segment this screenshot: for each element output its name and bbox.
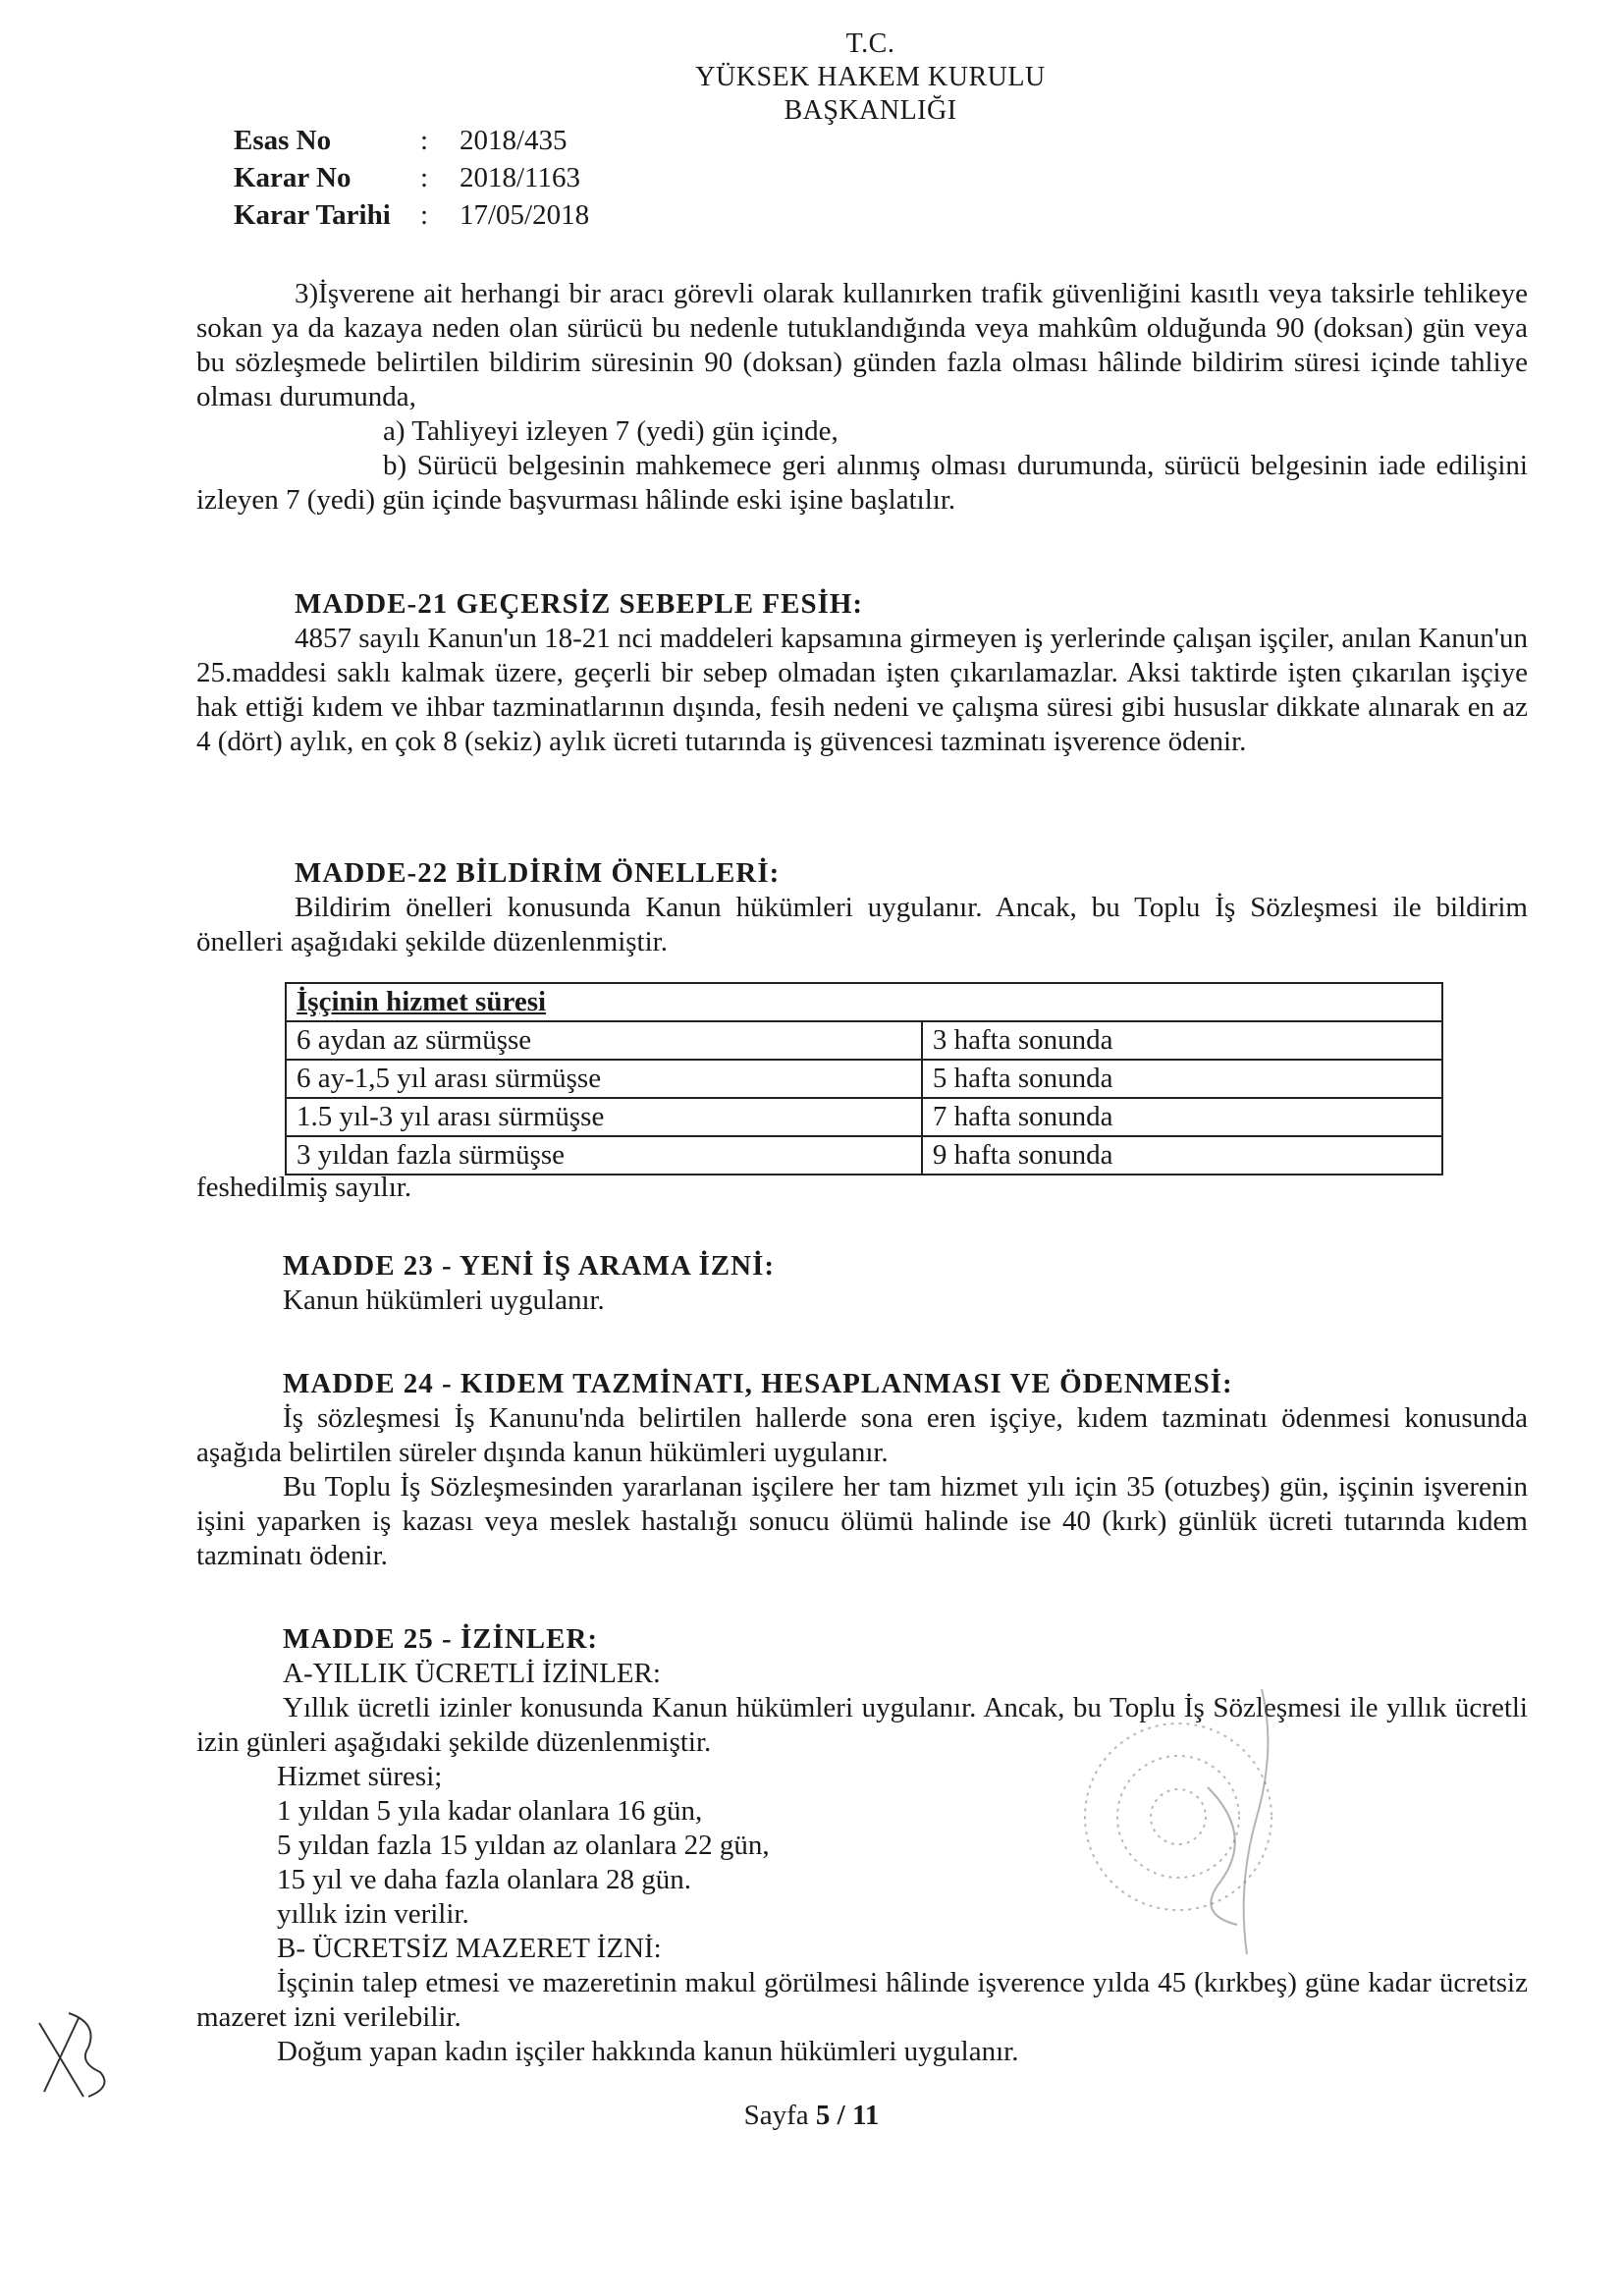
notice-cell: 5 hafta sonunda bbox=[922, 1060, 1442, 1098]
meta-colon: : bbox=[420, 199, 429, 231]
meta-key: Esas No bbox=[234, 125, 332, 156]
meta-value: 2018/1163 bbox=[460, 162, 580, 193]
article-24-p1: İş sözleşmesi İş Kanunu'nda belirtilen hallerde sona eren işçiye, kıdem tazminatı ödenmesi konusunda aşağıda belirtilen süreler dışında kanun hükümleri uygulanır. bbox=[196, 1402, 1528, 1468]
article-25-pb1: İşçinin talep etmesi ve mazeretinin makul görülmesi hâlinde işverence yılda 45 (kırkbeş) güne kadar ücretsiz mazeret izni verilebilir. bbox=[196, 1967, 1528, 2033]
article-25-pb2: Doğum yapan kadın işçiler hakkında kanun hükümleri uygulanır. bbox=[277, 2036, 1019, 2067]
article-24 bbox=[196, 1367, 1528, 1573]
meta-row bbox=[234, 122, 589, 159]
page-number bbox=[0, 2100, 1623, 2132]
article-21-text: 4857 sayılı Kanun'un 18-21 nci maddeleri kapsamına girmeyen iş yerlerinde çalışan işçiler, anılan Kanun'un 25.maddesi saklı kalmak üzere, geçerli bir sebep olmadan işten çıkarılamazlar. Aksi taktirde işten çıkarılan işçiye hak ettiği kıdem ve ihbar tazminatlarının dışında, fesih nedeni ve çalışma süresi gibi hususlar dikkate alınarak en az 4 (dört) aylık, en çok 8 (sekiz) aylık ücreti tutarında iş güvencesi tazminatı işverence ödenir. bbox=[196, 623, 1528, 757]
duration-cell: 6 aydan az sürmüşse bbox=[286, 1021, 922, 1060]
meta-key: Karar Tarihi bbox=[234, 199, 391, 231]
article-22-after bbox=[196, 1171, 1528, 1205]
table-header-row bbox=[286, 983, 1442, 1021]
article-22-after-text: feshedilmiş sayılır. bbox=[196, 1172, 412, 1203]
meta-colon: : bbox=[420, 125, 429, 156]
article-25-sub-a: A-YILLIK ÜCRETLİ İZİNLER: bbox=[283, 1658, 661, 1689]
item-3-paragraph: 3)İşverene ait herhangi bir aracı görevli olarak kullanırken trafik güvenliğini kasıtlı veya taksirle tehlikeye sokan ya da kazaya neden olan sürücü bu nedenle tutuklandığında veya mahkûm olduğunda 90 (doksan) gün veya bu sözleşmede belirtilen bildirim süresinin 90 (doksan) günden fazla olması hâlinde bildirim süresi içinde tahliye olması durumunda, bbox=[196, 278, 1528, 412]
item-3-a: a) Tahliyeyi izleyen 7 (yedi) gün içinde, bbox=[383, 415, 839, 447]
page-count: 5 / 11 bbox=[815, 2100, 880, 2131]
article-25-l4: 15 yıl ve daha fazla olanlara 28 gün. bbox=[277, 1864, 691, 1895]
handwritten-initials bbox=[29, 2003, 118, 2111]
document-header bbox=[0, 27, 1623, 128]
header-line-institution: YÜKSEK HAKEM KURULU bbox=[695, 62, 1046, 92]
page-prefix: Sayfa bbox=[743, 2100, 809, 2131]
duration-cell: 3 yıldan fazla sürmüşse bbox=[286, 1136, 922, 1175]
article-24-title: MADDE 24 - KIDEM TAZMİNATI, HESAPLANMASI VE ÖDENMESİ: bbox=[283, 1368, 1233, 1399]
article-23-title: MADDE 23 - YENİ İŞ ARAMA İZNİ: bbox=[283, 1250, 776, 1282]
article-22 bbox=[196, 856, 1528, 959]
official-stamp-seal bbox=[1060, 1669, 1316, 2003]
meta-row bbox=[234, 159, 589, 196]
notice-period-table bbox=[285, 982, 1443, 1175]
case-meta bbox=[234, 122, 589, 234]
article-21-title: MADDE-21 GEÇERSİZ SEBEPLE FESİH: bbox=[295, 588, 864, 620]
item-3-block bbox=[196, 277, 1528, 518]
notice-cell: 9 hafta sonunda bbox=[922, 1136, 1442, 1175]
article-25-title: MADDE 25 - İZİNLER: bbox=[283, 1623, 599, 1655]
article-25-l3: 5 yıldan fazla 15 yıldan az olanlara 22 gün, bbox=[277, 1830, 770, 1861]
article-22-title: MADDE-22 BİLDİRİM ÖNELLERİ: bbox=[295, 857, 781, 889]
table-row bbox=[286, 1060, 1442, 1098]
item-3-b: b) Sürücü belgesinin mahkemece geri alınmış olması durumunda, sürücü belgesinin iade edilişini izleyen 7 (yedi) gün içinde başvurması hâlinde eski işine başlatılır. bbox=[196, 450, 1528, 516]
article-24-p2: Bu Toplu İş Sözleşmesinden yararlanan işçilere her tam hizmet yılı için 35 (otuzbeş) gün, işçinin işverenin işini yaparken iş kazası veya meslek hastalığı sonucu ölümü halinde ise 40 (kırk) günlük ücreti tutarında kıdem tazminatı ödenir. bbox=[196, 1471, 1528, 1571]
table-row bbox=[286, 1098, 1442, 1136]
meta-row bbox=[234, 196, 589, 234]
notice-cell: 7 hafta sonunda bbox=[922, 1098, 1442, 1136]
article-21 bbox=[196, 587, 1528, 759]
meta-colon: : bbox=[420, 162, 429, 193]
meta-key: Karar No bbox=[234, 162, 352, 193]
article-25-l2: 1 yıldan 5 yıla kadar olanlara 16 gün, bbox=[277, 1795, 703, 1827]
table-row bbox=[286, 1021, 1442, 1060]
header-line-tc: T.C. bbox=[845, 28, 895, 59]
article-23-text: Kanun hükümleri uygulanır. bbox=[283, 1285, 605, 1316]
duration-cell: 6 ay-1,5 yıl arası sürmüşse bbox=[286, 1060, 922, 1098]
notice-cell: 3 hafta sonunda bbox=[922, 1021, 1442, 1060]
meta-value: 17/05/2018 bbox=[460, 199, 590, 231]
article-25 bbox=[196, 1622, 1528, 2069]
meta-value: 2018/435 bbox=[460, 125, 568, 156]
table-row bbox=[286, 1136, 1442, 1175]
header-line-presidency: BAŞKANLIĞI bbox=[784, 95, 957, 126]
article-25-pa: Yıllık ücretli izinler konusunda Kanun hükümleri uygulanır. Ancak, bu Toplu İş Sözleşmesi ile yıllık ücretli izin günleri aşağıdaki şekilde düzenlenmiştir. bbox=[196, 1692, 1528, 1758]
article-25-sub-b: B- ÜCRETSİZ MAZERET İZNİ: bbox=[277, 1933, 662, 1964]
table-header-cell: İşçinin hizmet süresi bbox=[286, 983, 1442, 1021]
article-25-l5: yıllık izin verilir. bbox=[277, 1898, 469, 1930]
duration-cell: 1.5 yıl-3 yıl arası sürmüşse bbox=[286, 1098, 922, 1136]
article-22-text: Bildirim önelleri konusunda Kanun hükümleri uygulanır. Ancak, bu Toplu İş Sözleşmesi ile bildirim önelleri aşağıdaki şekilde düzenlenmiştir. bbox=[196, 892, 1528, 957]
article-23 bbox=[196, 1249, 1528, 1318]
article-25-l1: Hizmet süresi; bbox=[277, 1761, 443, 1792]
